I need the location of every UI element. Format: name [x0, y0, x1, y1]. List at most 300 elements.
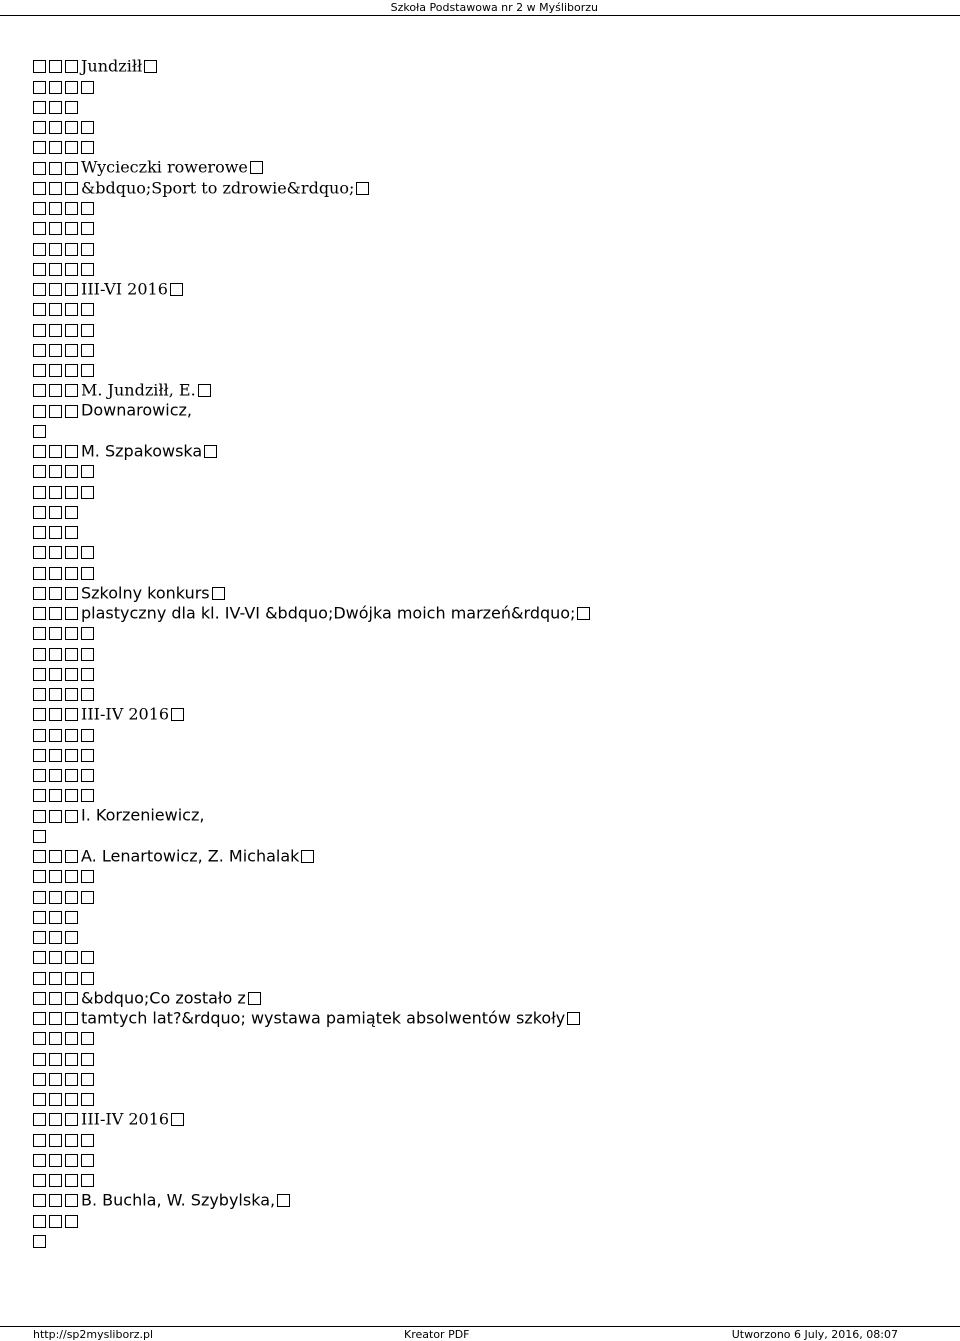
missing-glyph-box [81, 202, 94, 215]
missing-glyph-box [33, 992, 46, 1005]
missing-glyph-box [49, 303, 62, 316]
missing-glyph-box [49, 749, 62, 762]
missing-glyph-group [33, 1028, 97, 1048]
missing-glyph-box [65, 243, 78, 256]
missing-glyph-box [65, 627, 78, 640]
missing-glyph-box [81, 688, 94, 701]
missing-glyph-box [65, 1134, 78, 1147]
missing-glyph-box [65, 324, 78, 337]
missing-glyph-box [33, 1073, 46, 1086]
document-line [0, 1069, 960, 1089]
missing-glyph-box [65, 1113, 78, 1126]
missing-glyph-group [33, 1211, 81, 1231]
missing-glyph-box [65, 850, 78, 863]
missing-glyph-group [33, 259, 97, 279]
missing-glyph-group [33, 866, 97, 886]
missing-glyph-box [65, 384, 78, 397]
missing-glyph-group [33, 1008, 81, 1028]
footer-url: http://sp2mysliborz.pl [33, 1328, 154, 1341]
missing-glyph-box [49, 526, 62, 539]
missing-glyph-group [33, 421, 49, 441]
missing-glyph-box [65, 749, 78, 762]
missing-glyph-box [49, 364, 62, 377]
missing-glyph-box [65, 405, 78, 418]
document-line [0, 421, 960, 441]
missing-glyph-box [33, 850, 46, 863]
footer-created: Utworzono 6 July, 2016, 08:07 [731, 1328, 898, 1341]
missing-glyph-box [49, 607, 62, 620]
missing-glyph-box [277, 1194, 290, 1207]
missing-glyph-box [49, 141, 62, 154]
missing-glyph-box [81, 870, 94, 883]
missing-glyph-box [65, 972, 78, 985]
missing-glyph-box [33, 688, 46, 701]
missing-glyph-box [49, 384, 62, 397]
page-header [0, 0, 960, 16]
missing-glyph-group [33, 158, 81, 178]
missing-glyph-box [65, 303, 78, 316]
missing-glyph-box [204, 445, 217, 458]
document-line [0, 56, 960, 76]
document-line [0, 400, 960, 420]
missing-glyph-box [212, 587, 225, 600]
missing-glyph-box [81, 567, 94, 580]
missing-glyph-box [33, 405, 46, 418]
missing-glyph-box [81, 668, 94, 681]
document-line [0, 1109, 960, 1129]
document-line [0, 198, 960, 218]
missing-glyph-box [65, 364, 78, 377]
document-line [0, 907, 960, 927]
missing-glyph-group [33, 299, 97, 319]
line-text: III-IV 2016 [81, 704, 170, 724]
missing-glyph-box [49, 1215, 62, 1228]
missing-glyph-group [33, 178, 81, 198]
missing-glyph-group [33, 542, 97, 562]
line-text: &bdquo;Sport to zdrowie&rdquo; [81, 177, 355, 197]
missing-glyph-box [33, 1215, 46, 1228]
missing-glyph-box [49, 1012, 62, 1025]
line-text: Wycieczki rowerowe [81, 157, 248, 177]
missing-glyph-box [65, 202, 78, 215]
footer-generator: Kreator PDF [404, 1328, 470, 1341]
missing-glyph-box [81, 951, 94, 964]
missing-glyph-box [33, 101, 46, 114]
missing-glyph-box [33, 283, 46, 296]
missing-glyph-box [65, 567, 78, 580]
missing-glyph-box [33, 972, 46, 985]
missing-glyph-group [33, 887, 97, 907]
missing-glyph-group [33, 704, 81, 724]
missing-glyph-box [65, 870, 78, 883]
missing-glyph-box [33, 222, 46, 235]
document-line [0, 927, 960, 947]
missing-glyph-box [301, 850, 314, 863]
missing-glyph-box [81, 972, 94, 985]
missing-glyph-group [33, 988, 81, 1008]
missing-glyph-box [33, 870, 46, 883]
missing-glyph-group [33, 947, 97, 967]
missing-glyph-box [33, 1235, 46, 1248]
missing-glyph-box [49, 1134, 62, 1147]
document-line [0, 988, 960, 1008]
missing-glyph-box [49, 1032, 62, 1045]
missing-glyph-box [81, 1154, 94, 1167]
missing-glyph-box [49, 1073, 62, 1086]
missing-glyph-group [33, 77, 97, 97]
missing-glyph-group [33, 785, 97, 805]
missing-glyph-group [33, 340, 97, 360]
missing-glyph-box [33, 486, 46, 499]
missing-glyph-group [33, 239, 97, 259]
document-line [0, 947, 960, 967]
missing-glyph-box [81, 627, 94, 640]
missing-glyph-box [49, 972, 62, 985]
missing-glyph-group [33, 968, 97, 988]
document-line [0, 603, 960, 623]
missing-glyph-box [33, 830, 46, 843]
missing-glyph-box [65, 648, 78, 661]
missing-glyph-box [49, 911, 62, 924]
line-text: A. Lenartowicz, Z. Michalak [81, 846, 300, 866]
missing-glyph-group [33, 1089, 97, 1109]
missing-glyph-group [33, 644, 97, 664]
missing-glyph-group [33, 563, 97, 583]
missing-glyph-box [33, 121, 46, 134]
missing-glyph-box [33, 1194, 46, 1207]
footer-divider [0, 1326, 960, 1327]
document-line [0, 319, 960, 339]
missing-glyph-group [33, 745, 97, 765]
document-line [0, 97, 960, 117]
missing-glyph-box [33, 1174, 46, 1187]
missing-glyph-box [49, 688, 62, 701]
missing-glyph-box [33, 141, 46, 154]
missing-glyph-box [198, 384, 211, 397]
missing-glyph-box [81, 1093, 94, 1106]
document-line [0, 684, 960, 704]
missing-glyph-box [49, 243, 62, 256]
document-line [0, 724, 960, 744]
missing-glyph-box [33, 425, 46, 438]
missing-glyph-box [248, 992, 261, 1005]
missing-glyph-box [65, 506, 78, 519]
missing-glyph-box [49, 1194, 62, 1207]
missing-glyph-group [33, 137, 97, 157]
missing-glyph-box [65, 587, 78, 600]
document-line [0, 623, 960, 643]
document-line [0, 785, 960, 805]
document-line [0, 461, 960, 481]
missing-glyph-box [49, 850, 62, 863]
missing-glyph-box [65, 992, 78, 1005]
document-line [0, 664, 960, 684]
missing-glyph-box [65, 81, 78, 94]
missing-glyph-box [49, 202, 62, 215]
line-text: &bdquo;Co zostało z [81, 987, 246, 1007]
missing-glyph-box [49, 1174, 62, 1187]
document-line [0, 765, 960, 785]
missing-glyph-box [49, 891, 62, 904]
document-line [0, 562, 960, 582]
missing-glyph-box [49, 60, 62, 73]
missing-glyph-box [33, 202, 46, 215]
document-line [0, 522, 960, 542]
document-line [0, 259, 960, 279]
missing-glyph-box [33, 506, 46, 519]
missing-glyph-group [33, 461, 97, 481]
missing-glyph-box [49, 283, 62, 296]
missing-glyph-box [33, 384, 46, 397]
missing-glyph-box [65, 769, 78, 782]
missing-glyph-box [65, 1174, 78, 1187]
missing-glyph-box [65, 1012, 78, 1025]
header-title: Szkoła Podstawowa nr 2 w Myśliborzu [390, 1, 598, 14]
missing-glyph-box [171, 1113, 184, 1126]
missing-glyph-box [65, 607, 78, 620]
missing-glyph-box [33, 1093, 46, 1106]
missing-glyph-group [33, 1069, 97, 1089]
missing-glyph-box [33, 729, 46, 742]
line-text: Downarowicz, [81, 400, 192, 420]
document-line [0, 441, 960, 461]
line-text: III-VI 2016 [81, 279, 168, 299]
document-line [0, 1008, 960, 1028]
missing-glyph-box [81, 121, 94, 134]
missing-glyph-box [33, 243, 46, 256]
missing-glyph-box [81, 891, 94, 904]
missing-glyph-box [81, 303, 94, 316]
missing-glyph-group [33, 684, 97, 704]
missing-glyph-group [33, 603, 81, 623]
document-line [0, 643, 960, 663]
missing-glyph-box [65, 101, 78, 114]
missing-glyph-box [33, 324, 46, 337]
document-line [0, 502, 960, 522]
missing-glyph-box [33, 951, 46, 964]
document-line [0, 846, 960, 866]
missing-glyph-box [65, 1215, 78, 1228]
missing-glyph-box [81, 749, 94, 762]
missing-glyph-group [33, 1190, 81, 1210]
line-text: tamtych lat?&rdquo; wystawa pamiątek absolwentów szkoły [81, 1008, 566, 1028]
missing-glyph-box [250, 161, 263, 174]
line-text: M. Jundziłł, E. [81, 380, 196, 400]
missing-glyph-box [65, 546, 78, 559]
missing-glyph-box [33, 344, 46, 357]
document-line [0, 886, 960, 906]
line-text: Jundziłł [81, 56, 143, 76]
missing-glyph-box [33, 668, 46, 681]
document-line [0, 826, 960, 846]
missing-glyph-box [81, 486, 94, 499]
missing-glyph-box [33, 1012, 46, 1025]
document-line [0, 279, 960, 299]
missing-glyph-box [49, 992, 62, 1005]
document-line [0, 1231, 960, 1251]
missing-glyph-box [49, 405, 62, 418]
missing-glyph-box [65, 344, 78, 357]
missing-glyph-box [49, 546, 62, 559]
missing-glyph-group [33, 218, 97, 238]
missing-glyph-group [33, 664, 97, 684]
missing-glyph-box [33, 891, 46, 904]
document-line [0, 178, 960, 198]
document-line [0, 76, 960, 96]
missing-glyph-box [49, 668, 62, 681]
missing-glyph-box [81, 324, 94, 337]
missing-glyph-box [81, 141, 94, 154]
missing-glyph-box [49, 445, 62, 458]
document-line [0, 542, 960, 562]
missing-glyph-box [81, 769, 94, 782]
missing-glyph-box [49, 1113, 62, 1126]
missing-glyph-box [33, 263, 46, 276]
document-line [0, 1190, 960, 1210]
missing-glyph-box [33, 911, 46, 924]
missing-glyph-box [33, 587, 46, 600]
missing-glyph-group [33, 522, 81, 542]
missing-glyph-group [33, 380, 81, 400]
missing-glyph-box [65, 789, 78, 802]
missing-glyph-box [49, 627, 62, 640]
missing-glyph-box [49, 182, 62, 195]
missing-glyph-box [65, 1032, 78, 1045]
missing-glyph-box [65, 951, 78, 964]
missing-glyph-group [33, 907, 81, 927]
document-line [0, 137, 960, 157]
missing-glyph-box [65, 182, 78, 195]
document-line [0, 583, 960, 603]
missing-glyph-box [65, 486, 78, 499]
missing-glyph-box [33, 749, 46, 762]
missing-glyph-box [49, 810, 62, 823]
missing-glyph-box [49, 951, 62, 964]
missing-glyph-group [33, 765, 97, 785]
missing-glyph-box [33, 1154, 46, 1167]
missing-glyph-group [33, 360, 97, 380]
missing-glyph-box [81, 465, 94, 478]
missing-glyph-box [49, 729, 62, 742]
missing-glyph-box [33, 364, 46, 377]
header-divider [0, 15, 960, 16]
missing-glyph-box [49, 465, 62, 478]
missing-glyph-box [65, 891, 78, 904]
missing-glyph-box [171, 708, 184, 721]
missing-glyph-box [49, 486, 62, 499]
missing-glyph-box [49, 344, 62, 357]
missing-glyph-box [33, 1134, 46, 1147]
missing-glyph-group [33, 583, 81, 603]
missing-glyph-box [81, 243, 94, 256]
missing-glyph-box [65, 708, 78, 721]
document-line [0, 1210, 960, 1230]
document-line [0, 218, 960, 238]
missing-glyph-box [49, 324, 62, 337]
missing-glyph-box [81, 729, 94, 742]
missing-glyph-box [81, 364, 94, 377]
missing-glyph-box [33, 526, 46, 539]
missing-glyph-box [65, 222, 78, 235]
missing-glyph-box [33, 567, 46, 580]
document-line [0, 299, 960, 319]
document-line [0, 238, 960, 258]
missing-glyph-box [65, 1053, 78, 1066]
missing-glyph-group [33, 1109, 81, 1129]
missing-glyph-group [33, 927, 81, 947]
missing-glyph-group [33, 56, 81, 76]
missing-glyph-group [33, 401, 81, 421]
line-text: III-IV 2016 [81, 1109, 170, 1129]
missing-glyph-box [65, 668, 78, 681]
missing-glyph-box [49, 121, 62, 134]
missing-glyph-box [577, 607, 590, 620]
line-text: plastyczny dla kl. IV-VI &bdquo;Dwójka moich marzeń&rdquo; [81, 603, 576, 623]
missing-glyph-box [81, 1053, 94, 1066]
missing-glyph-box [49, 1154, 62, 1167]
missing-glyph-box [81, 789, 94, 802]
missing-glyph-box [81, 1174, 94, 1187]
document-line [0, 866, 960, 886]
missing-glyph-box [81, 344, 94, 357]
line-text: Szkolny konkurs [81, 582, 210, 602]
missing-glyph-box [33, 648, 46, 661]
missing-glyph-box [65, 911, 78, 924]
missing-glyph-box [49, 789, 62, 802]
missing-glyph-box [65, 141, 78, 154]
missing-glyph-box [65, 526, 78, 539]
line-text: M. Szpakowska [81, 441, 203, 461]
missing-glyph-box [65, 263, 78, 276]
missing-glyph-box [49, 708, 62, 721]
missing-glyph-group [33, 279, 81, 299]
missing-glyph-box [567, 1012, 580, 1025]
missing-glyph-box [49, 222, 62, 235]
document-line [0, 117, 960, 137]
missing-glyph-box [33, 1053, 46, 1066]
missing-glyph-box [81, 1134, 94, 1147]
missing-glyph-group [33, 1130, 97, 1150]
document-line [0, 380, 960, 400]
missing-glyph-box [65, 1194, 78, 1207]
document-line [0, 157, 960, 177]
missing-glyph-box [81, 648, 94, 661]
document-line [0, 704, 960, 724]
missing-glyph-box [65, 688, 78, 701]
missing-glyph-box [49, 506, 62, 519]
document-line [0, 1150, 960, 1170]
document-line [0, 360, 960, 380]
document-body [0, 56, 960, 1251]
missing-glyph-box [33, 162, 46, 175]
missing-glyph-box [49, 870, 62, 883]
missing-glyph-group [33, 1049, 97, 1069]
missing-glyph-box [356, 182, 369, 195]
missing-glyph-box [49, 587, 62, 600]
missing-glyph-group [33, 482, 97, 502]
missing-glyph-box [65, 445, 78, 458]
missing-glyph-box [33, 789, 46, 802]
document-line [0, 745, 960, 765]
missing-glyph-box [33, 708, 46, 721]
missing-glyph-box [65, 1093, 78, 1106]
missing-glyph-box [81, 222, 94, 235]
missing-glyph-group [33, 826, 49, 846]
missing-glyph-group [33, 502, 81, 522]
missing-glyph-box [49, 1093, 62, 1106]
missing-glyph-box [49, 101, 62, 114]
missing-glyph-box [49, 648, 62, 661]
